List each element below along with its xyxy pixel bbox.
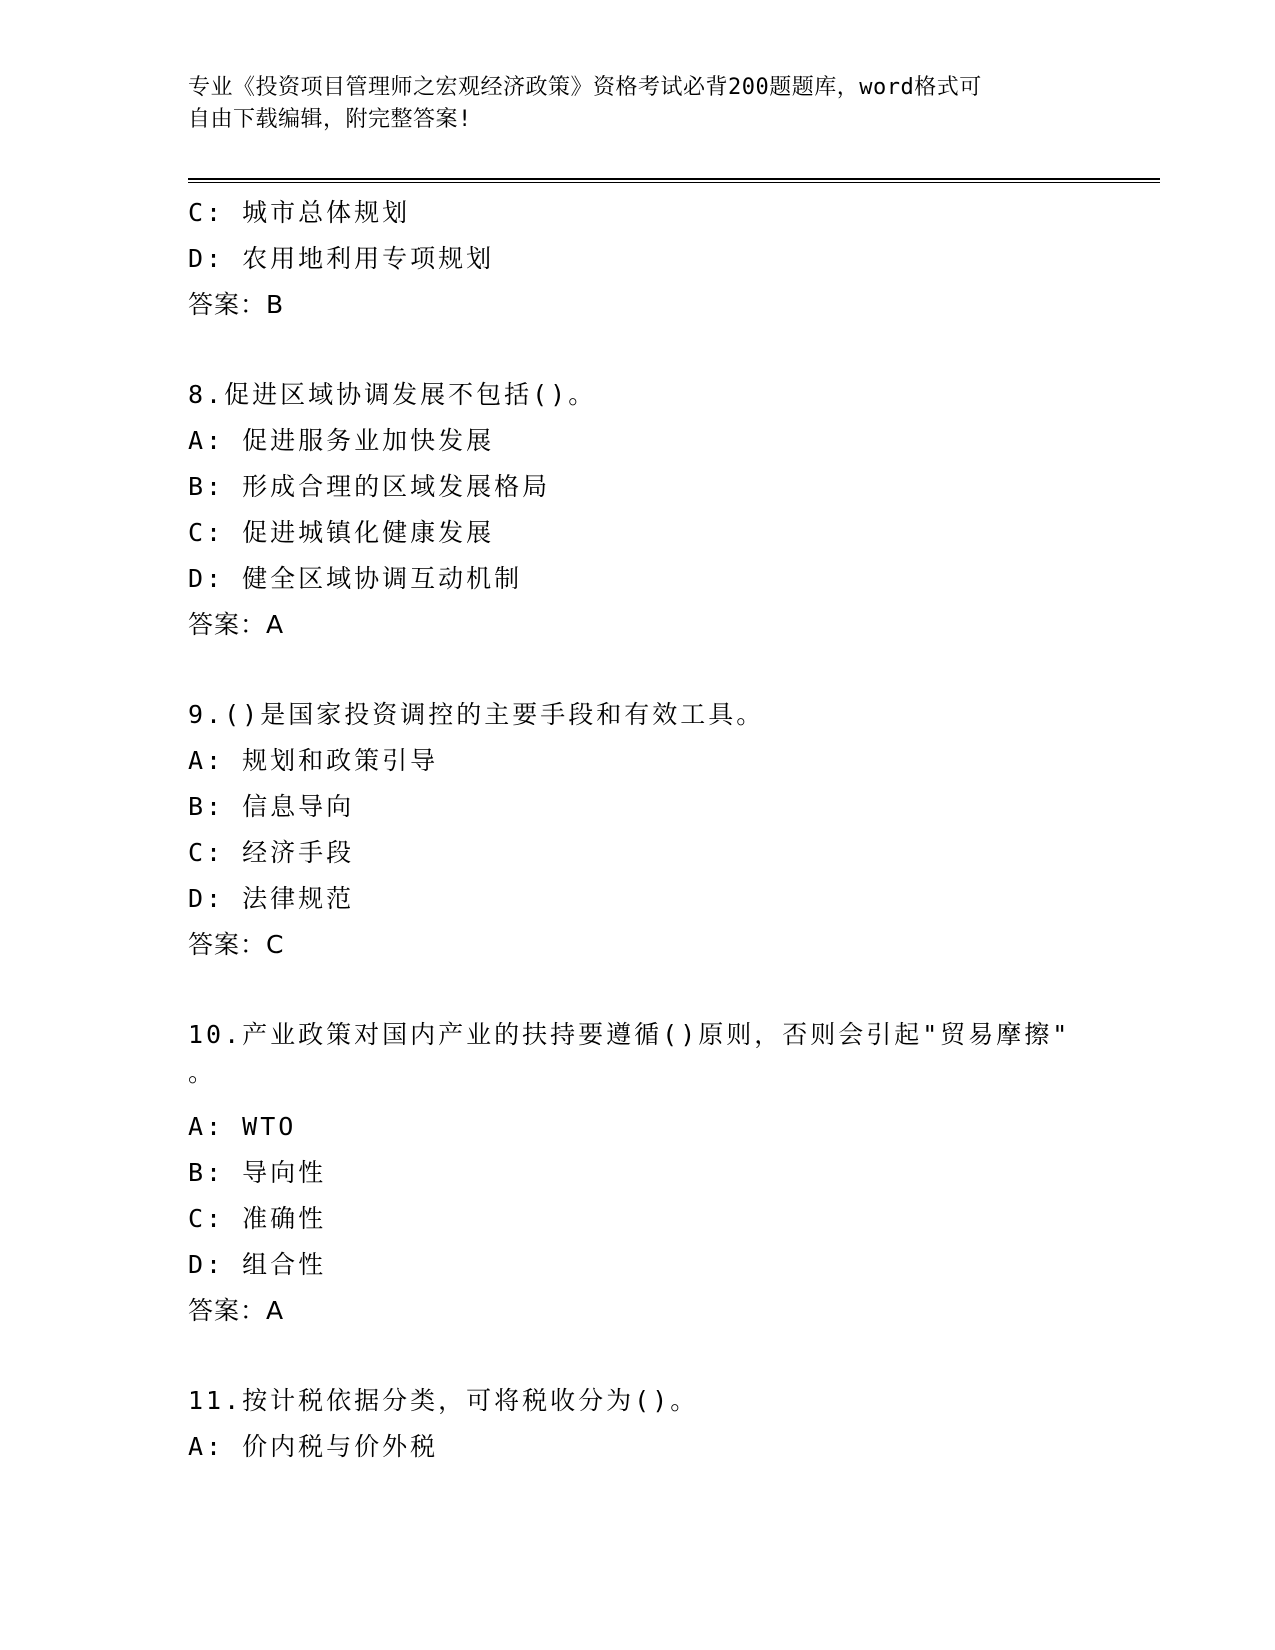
- answer: 答案：A: [188, 1296, 285, 1325]
- answer: 答案：A: [188, 610, 285, 639]
- option-c: C: 经济手段: [188, 838, 355, 867]
- question-10: [188, 1012, 1088, 1334]
- option-b: B: 信息导向: [188, 792, 355, 821]
- question-8: [188, 372, 1088, 648]
- option-d: D: 健全区域协调互动机制: [188, 564, 523, 593]
- option-a: A: 规划和政策引导: [188, 746, 439, 775]
- header-line-1: 专业《投资项目管理师之宏观经济政策》资格考试必背200题题库，word格式可: [188, 75, 982, 100]
- question-text: 11.按计税依据分类，可将税收分为()。: [188, 1386, 699, 1415]
- option-d: D: 组合性: [188, 1250, 327, 1279]
- question-text: 8.促进区域协调发展不包括()。: [188, 380, 597, 409]
- option-b: B: 导向性: [188, 1158, 327, 1187]
- option-b: B: 形成合理的区域发展格局: [188, 472, 551, 501]
- option-a: A: 价内税与价外税: [188, 1432, 439, 1461]
- answer: 答案：B: [188, 290, 285, 319]
- option-d: D: 农用地利用专项规划: [188, 244, 495, 273]
- option-c: C: 城市总体规划: [188, 198, 411, 227]
- document-header: [188, 72, 1088, 136]
- header-line-2: 自由下载编辑，附完整答案!: [188, 107, 472, 132]
- option-d: D: 法律规范: [188, 884, 355, 913]
- option-a: A: WTO: [188, 1112, 297, 1141]
- question-text: 10.产业政策对国内产业的扶持要遵循()原则，否则会引起"贸易摩擦": [188, 1020, 1071, 1049]
- question-list: [188, 190, 1088, 1470]
- question-11: [188, 1378, 1088, 1470]
- option-a: A: 促进服务业加快发展: [188, 426, 495, 455]
- option-c: C: 准确性: [188, 1204, 327, 1233]
- header-divider: [188, 178, 1160, 183]
- option-c: C: 促进城镇化健康发展: [188, 518, 495, 547]
- question-text-continued: 。: [188, 1058, 214, 1087]
- question-text: 9.()是国家投资调控的主要手段和有效工具。: [188, 700, 765, 729]
- question-9: [188, 692, 1088, 968]
- answer: 答案：C: [188, 930, 285, 959]
- question-7: [188, 190, 1088, 328]
